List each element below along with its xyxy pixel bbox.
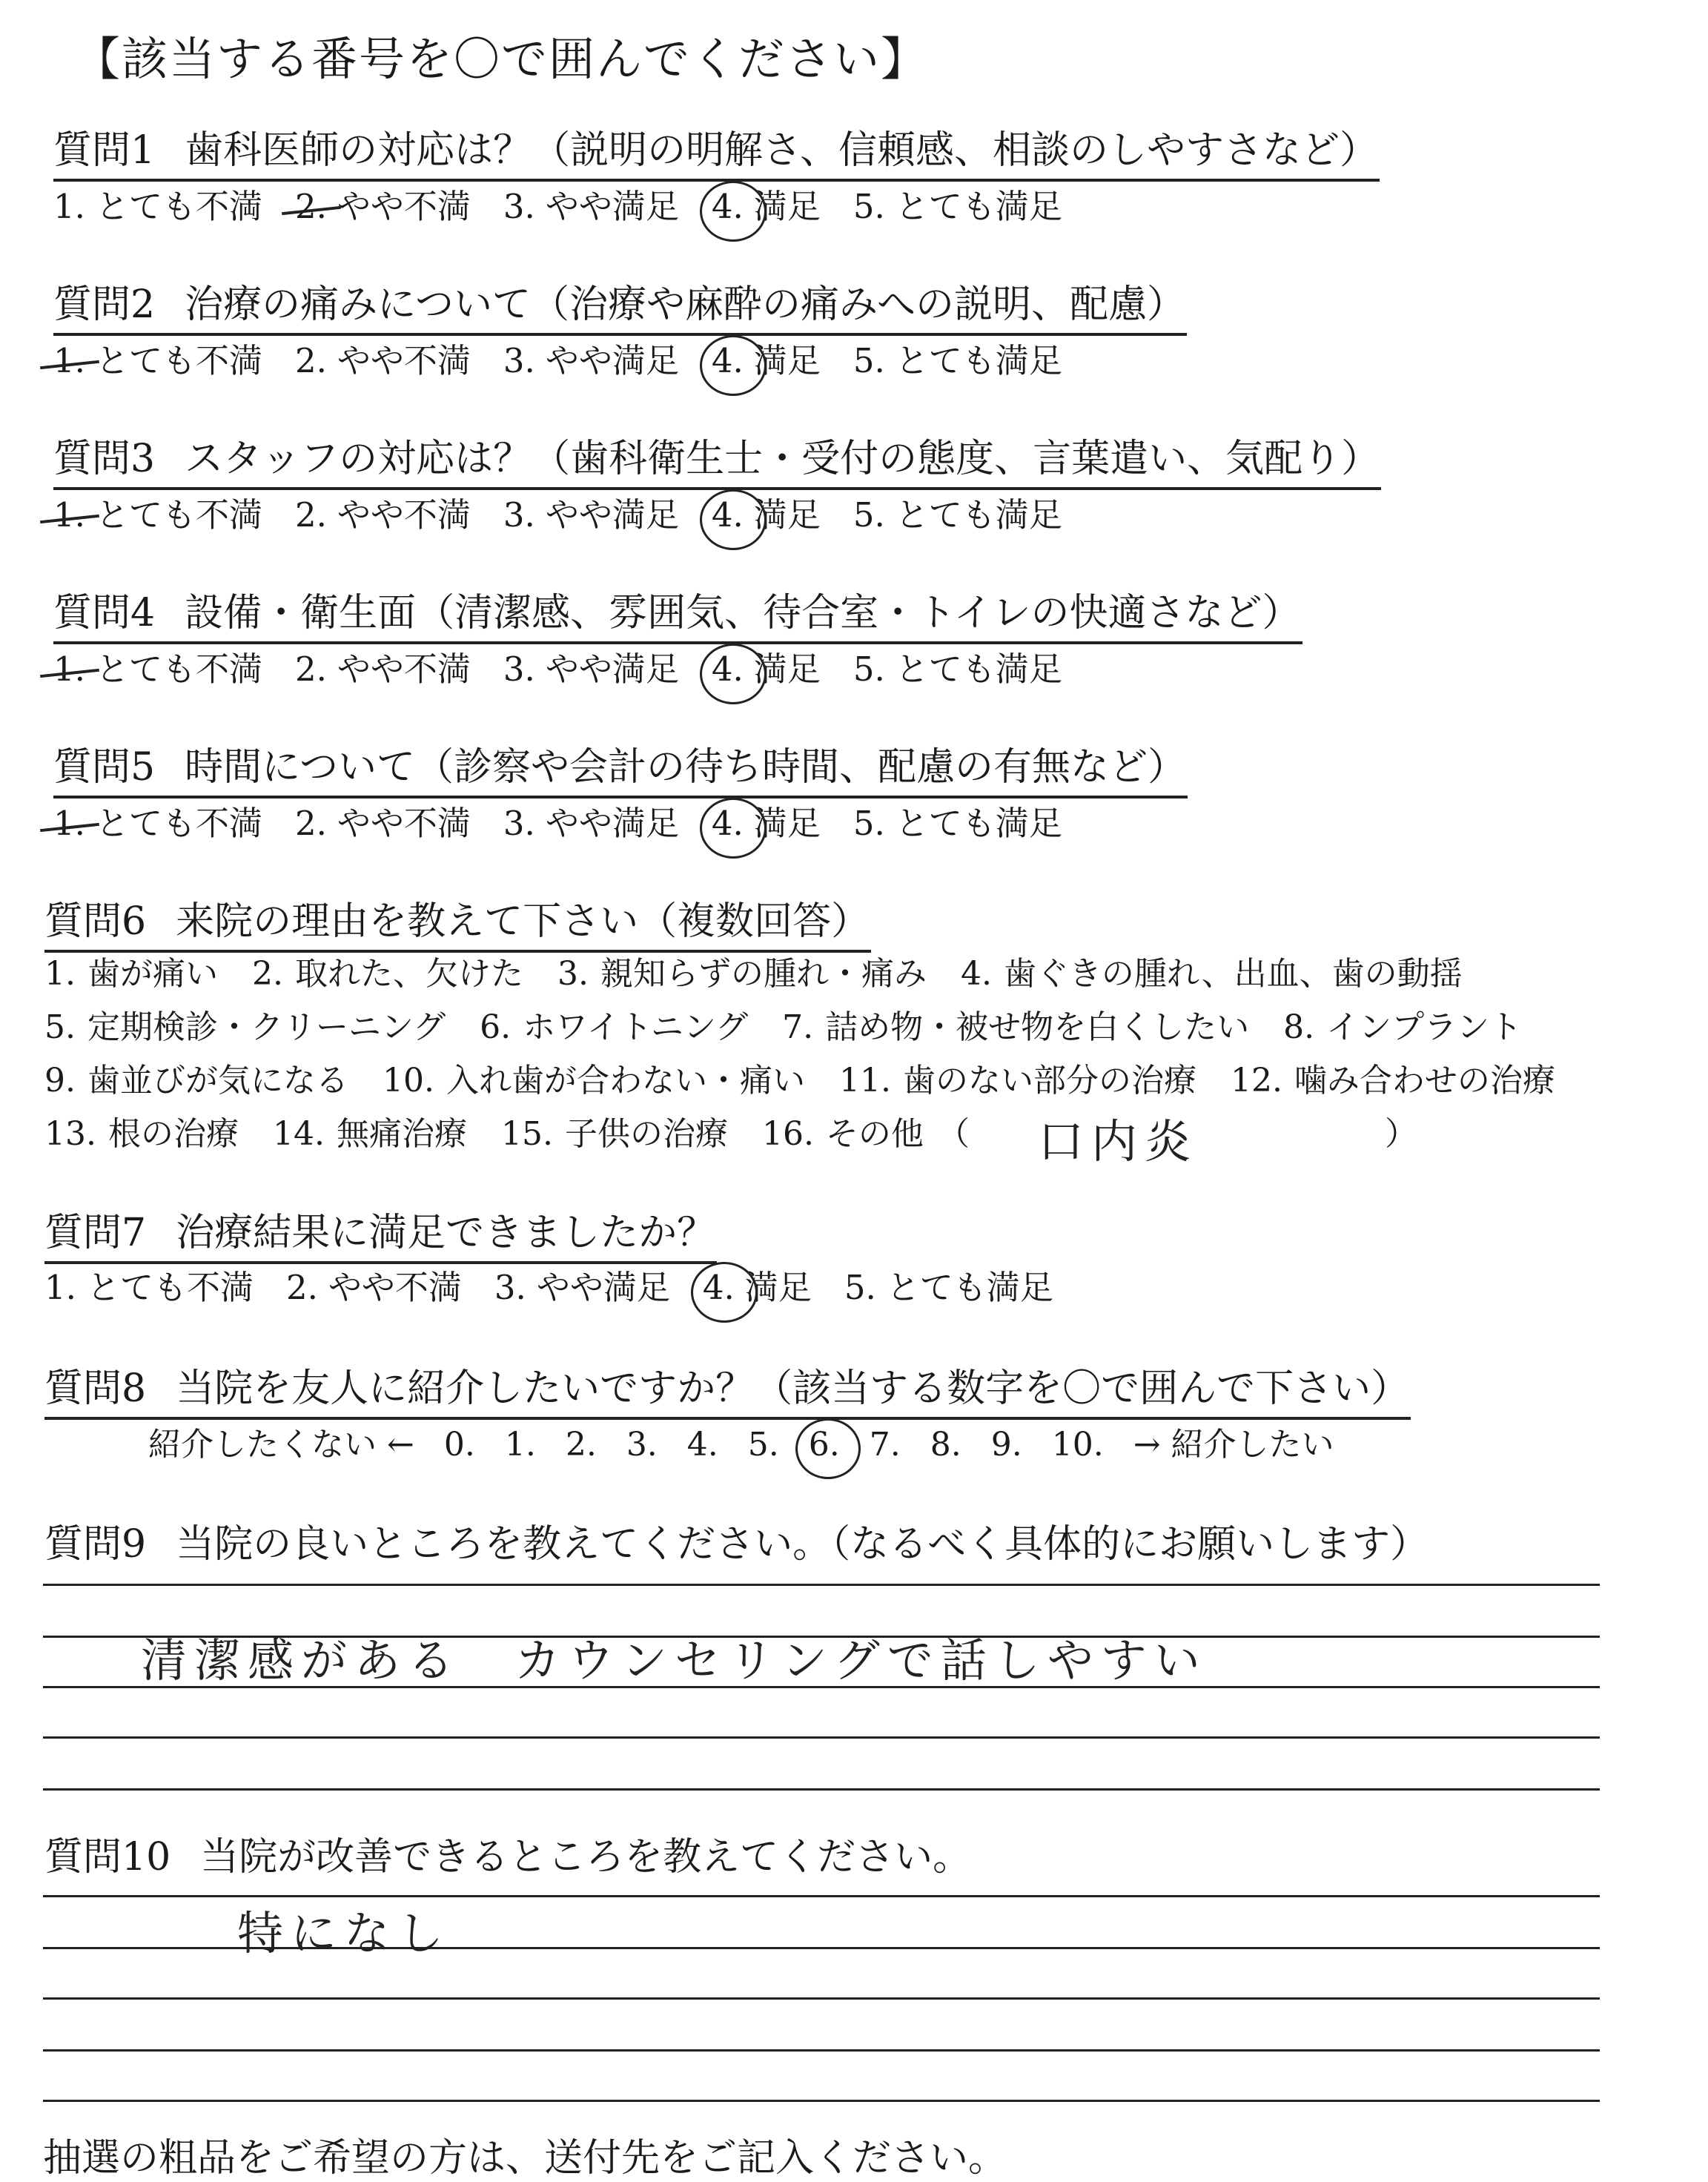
rating-option[interactable]: [295, 488, 471, 536]
reason-number: 11.: [838, 1062, 891, 1100]
reason-label: 歯ぐきの腫れ、出血、歯の動揺: [1003, 955, 1463, 993]
reason-number: 15.: [500, 1115, 553, 1153]
option-label: とても満足: [895, 187, 1062, 226]
option-number: 4.: [711, 804, 744, 843]
option-number: 4.: [711, 341, 744, 380]
option-label: とても不満: [86, 1268, 254, 1307]
scale-number[interactable]: 1.: [504, 1426, 536, 1464]
answer-line: [43, 1997, 1600, 2000]
option-label: とても不満: [95, 649, 262, 689]
q6-title: [44, 890, 871, 953]
scale-numbers: [444, 1426, 1133, 1464]
q1-title: [53, 119, 1380, 182]
rating-option[interactable]: [53, 796, 262, 844]
option-number: 3.: [494, 1268, 526, 1307]
reason-number: 7.: [782, 1008, 814, 1046]
rating-option[interactable]: [295, 334, 471, 382]
option-number: 1.: [44, 1268, 76, 1307]
reason-item[interactable]: [501, 1108, 728, 1161]
reason-label: 無痛治療: [336, 1115, 467, 1153]
other-open-paren: （: [936, 1115, 970, 1153]
option-number: 3.: [503, 495, 535, 535]
option-label: 満足: [744, 1268, 812, 1307]
rating-option[interactable]: [295, 796, 471, 844]
reason-label: 詰め物・被せ物を白くしたい: [825, 1008, 1250, 1046]
option-number: 1.: [53, 187, 85, 226]
q5-options: [53, 796, 1095, 844]
rating-option[interactable]: [53, 334, 262, 382]
reason-label: 歯が痛い: [87, 955, 218, 993]
reason-number: 14.: [272, 1115, 325, 1153]
reason-number: 3.: [557, 955, 589, 993]
reason-label: 取れた、欠けた: [294, 955, 523, 993]
option-label: やや不満: [337, 649, 471, 689]
reason-label: 根の治療: [107, 1115, 239, 1153]
q7-number: 質問7: [44, 1211, 147, 1255]
scale-number[interactable]: 10.: [1051, 1426, 1104, 1464]
option-number: 5.: [853, 495, 885, 535]
reason-label: 定期検診・クリーニング: [87, 1008, 446, 1046]
option-label: とても満足: [895, 495, 1062, 535]
q7-title: [44, 1201, 717, 1264]
q8-scale: [148, 1418, 1364, 1465]
reason-label: 歯並びが気になる: [87, 1062, 348, 1100]
option-label: やや満足: [545, 187, 679, 226]
q2-options: [53, 334, 1095, 382]
q4-text: 設備・衛生面（清潔感、雰囲気、待合室・トイレの快適さなど）: [185, 591, 1301, 635]
rating-option[interactable]: [286, 1260, 462, 1309]
q4-options: [53, 642, 1095, 690]
rating-option[interactable]: [295, 642, 471, 690]
q1-number: 質問1: [53, 128, 156, 173]
q8-number: 質問8: [44, 1366, 147, 1411]
option-number: 3.: [503, 649, 535, 689]
rating-option[interactable]: [503, 179, 679, 228]
reason-number: 6.: [480, 1008, 512, 1046]
q4-title: [53, 581, 1302, 644]
q10-number: 質問10: [44, 1835, 171, 1880]
reason-item[interactable]: [1231, 1054, 1555, 1108]
q6-reasons: [44, 948, 1675, 1161]
answer-line: [43, 2100, 1600, 2102]
option-number: 5.: [853, 804, 885, 843]
option-label: やや満足: [545, 804, 679, 843]
reason-item[interactable]: [557, 948, 927, 1001]
scale-number[interactable]: 9.: [990, 1426, 1022, 1464]
option-number: 4.: [711, 495, 744, 535]
scale-right-label: → 紹介したい: [1133, 1426, 1334, 1464]
option-label: やや満足: [545, 341, 679, 380]
q1-options: [53, 179, 1095, 228]
option-number: 2.: [294, 804, 327, 843]
reason-row: [44, 1001, 1675, 1054]
q9-title: [44, 1512, 1430, 1573]
reason-number: 5.: [44, 1008, 76, 1046]
option-label: とても満足: [895, 804, 1062, 843]
reason-number: 2.: [251, 955, 283, 993]
scale-number[interactable]: 2.: [565, 1426, 597, 1464]
form-header: 【該当する番号を〇で囲んでください】: [74, 32, 929, 86]
rating-option[interactable]: [712, 642, 821, 690]
q10-title: [44, 1825, 973, 1885]
option-label: やや不満: [337, 341, 471, 380]
option-number: 4.: [711, 187, 744, 226]
option-number: 5.: [844, 1268, 876, 1307]
q8-title: [44, 1357, 1411, 1420]
q8-text: 当院を友人に紹介したいですか？（該当する数字を〇で囲んで下さい）: [176, 1366, 1410, 1411]
q5-title: [53, 735, 1188, 799]
option-number: 2.: [294, 649, 327, 689]
rating-option[interactable]: [844, 1260, 1053, 1309]
q2-title: [53, 273, 1187, 336]
answer-line: [43, 2049, 1600, 2052]
q7-options: [44, 1260, 1086, 1309]
q7-text: 治療結果に満足できましたか？: [176, 1211, 716, 1255]
option-number: 5.: [853, 187, 885, 226]
option-label: やや満足: [545, 495, 679, 535]
scale-left-label: 紹介したくない ←: [148, 1426, 414, 1464]
rating-option[interactable]: [503, 488, 679, 536]
q5-number: 質問5: [53, 745, 156, 790]
option-label: 満足: [753, 649, 821, 689]
option-label: とても不満: [95, 341, 262, 380]
reason-item[interactable]: [383, 1054, 805, 1108]
rating-option[interactable]: [712, 796, 821, 844]
answer-line: [43, 1736, 1600, 1739]
option-number: 2.: [294, 187, 327, 226]
option-label: とても満足: [886, 1268, 1053, 1307]
q9-answer: 清潔感がある カウンセリングで話しやすい: [141, 1633, 1208, 1687]
option-number: 4.: [702, 1268, 735, 1307]
rating-option[interactable]: [853, 796, 1062, 844]
q4-number: 質問4: [53, 591, 156, 635]
option-number: 2.: [285, 1268, 318, 1307]
option-label: やや満足: [536, 1268, 670, 1307]
option-number: 3.: [503, 804, 535, 843]
option-label: やや不満: [337, 187, 471, 226]
reason-number: 16.: [761, 1115, 814, 1153]
rating-option[interactable]: [853, 488, 1062, 536]
rating-option[interactable]: [712, 179, 821, 228]
rating-option[interactable]: [295, 179, 471, 228]
rating-option[interactable]: [53, 642, 262, 690]
option-label: とても不満: [95, 804, 262, 843]
rating-option[interactable]: [53, 488, 262, 536]
option-number: 1.: [53, 649, 85, 689]
q10-answer: 特になし: [237, 1906, 451, 1960]
reason-number: 8.: [1283, 1008, 1315, 1046]
reason-item[interactable]: [252, 948, 523, 1001]
reason-item[interactable]: [44, 1108, 239, 1161]
reason-row: [44, 1054, 1675, 1108]
scale-number[interactable]: 8.: [930, 1426, 961, 1464]
reason-number: 12.: [1230, 1062, 1282, 1100]
scale-number[interactable]: 0.: [443, 1426, 475, 1464]
reason-number: 1.: [44, 955, 76, 993]
option-number: 5.: [853, 649, 885, 689]
q6-other-answer: 口内炎: [1038, 1114, 1199, 1168]
option-label: やや満足: [545, 649, 679, 689]
reason-item[interactable]: [44, 948, 218, 1001]
reason-item[interactable]: [480, 1001, 748, 1054]
reason-label: ホワイトニング: [523, 1008, 749, 1046]
rating-option[interactable]: [503, 796, 679, 844]
reason-number: 4.: [960, 955, 992, 993]
rating-option[interactable]: [853, 642, 1062, 690]
option-number: 3.: [503, 187, 535, 226]
rating-option[interactable]: [44, 1260, 254, 1309]
option-label: とても不満: [95, 187, 262, 226]
rating-option[interactable]: [494, 1260, 670, 1309]
rating-option[interactable]: [853, 334, 1062, 382]
option-label: やや不満: [328, 1268, 462, 1307]
scale-number[interactable]: 3.: [626, 1426, 658, 1464]
option-number: 5.: [853, 341, 885, 380]
q6-number: 質問6: [44, 899, 147, 944]
rating-option[interactable]: [712, 488, 821, 536]
q10-text: 当院が改善できるところを教えてください。: [200, 1835, 972, 1880]
option-label: とても不満: [95, 495, 262, 535]
q3-title: [53, 427, 1381, 490]
option-number: 1.: [53, 495, 85, 535]
option-number: 3.: [503, 341, 535, 380]
option-number: 4.: [711, 649, 744, 689]
scale-number[interactable]: 4.: [686, 1426, 718, 1464]
scale-number[interactable]: 7.: [869, 1426, 901, 1464]
reason-number: 9.: [44, 1062, 76, 1100]
reason-item[interactable]: [44, 1054, 348, 1108]
option-label: 満足: [753, 341, 821, 380]
q5-text: 時間について（診察や会計の待ち時間、配慮の有無など）: [185, 745, 1187, 790]
q6-text: 来院の理由を教えて下さい（複数回答）: [176, 899, 870, 944]
q2-number: 質問2: [53, 282, 156, 327]
reason-label: 入れ歯が合わない・痛い: [446, 1062, 805, 1100]
reason-row: [44, 948, 1675, 1001]
rating-option[interactable]: [53, 179, 262, 228]
reason-label: その他: [825, 1115, 924, 1153]
option-label: 満足: [753, 187, 821, 226]
option-label: 満足: [753, 804, 821, 843]
reason-item[interactable]: [839, 1054, 1196, 1108]
other-close-paren: ）: [1384, 1115, 1417, 1153]
option-number: 1.: [53, 341, 85, 380]
option-number: 2.: [294, 495, 327, 535]
rating-option[interactable]: [712, 334, 821, 382]
reason-label: 子供の治療: [564, 1115, 728, 1153]
scale-number[interactable]: 5.: [747, 1426, 779, 1464]
rating-option[interactable]: [503, 642, 679, 690]
option-label: やや不満: [337, 804, 471, 843]
rating-option[interactable]: [503, 334, 679, 382]
q3-number: 質問3: [53, 437, 156, 481]
reason-row: [44, 1108, 1675, 1161]
q2-text: 治療の痛みについて（治療や麻酔の痛みへの説明、配慮）: [185, 282, 1186, 327]
reason-label: 親知らずの腫れ・痛み: [600, 955, 927, 993]
reason-item[interactable]: [1283, 1001, 1522, 1054]
reason-item[interactable]: [273, 1108, 467, 1161]
reason-item[interactable]: [961, 948, 1463, 1001]
scale-number[interactable]: 6.: [808, 1426, 840, 1464]
q3-options: [53, 488, 1095, 536]
q9-text: 当院の良いところを教えてください。（なるべく具体的にお願いします）: [176, 1522, 1429, 1567]
reason-item[interactable]: [782, 1001, 1249, 1054]
rating-option[interactable]: [703, 1260, 812, 1309]
reason-label: インプラント: [1326, 1008, 1523, 1046]
reason-number: 10.: [382, 1062, 434, 1100]
q1-text: 歯科医師の対応は？（説明の明解さ、信頼感、相談のしやすさなど）: [185, 128, 1379, 173]
reason-number: 13.: [44, 1115, 96, 1153]
answer-line: [43, 1584, 1600, 1586]
option-number: 1.: [53, 804, 85, 843]
option-label: とても満足: [895, 649, 1062, 689]
reason-label: 噛み合わせの治療: [1294, 1062, 1555, 1100]
option-number: 2.: [294, 341, 327, 380]
option-label: とても満足: [895, 341, 1062, 380]
option-label: 満足: [753, 495, 821, 535]
rating-option[interactable]: [853, 179, 1062, 228]
reason-label: 歯のない部分の治療: [902, 1062, 1196, 1100]
reason-item[interactable]: [44, 1001, 446, 1054]
q3-text: スタッフの対応は？（歯科衛生士・受付の態度、言葉遣い、気配り）: [185, 437, 1380, 481]
q9-number: 質問9: [44, 1522, 147, 1567]
footer-note: 抽選の粗品をご希望の方は、送付先をご記入ください。: [43, 2136, 1007, 2181]
answer-line: [43, 1788, 1600, 1791]
option-label: やや不満: [337, 495, 471, 535]
